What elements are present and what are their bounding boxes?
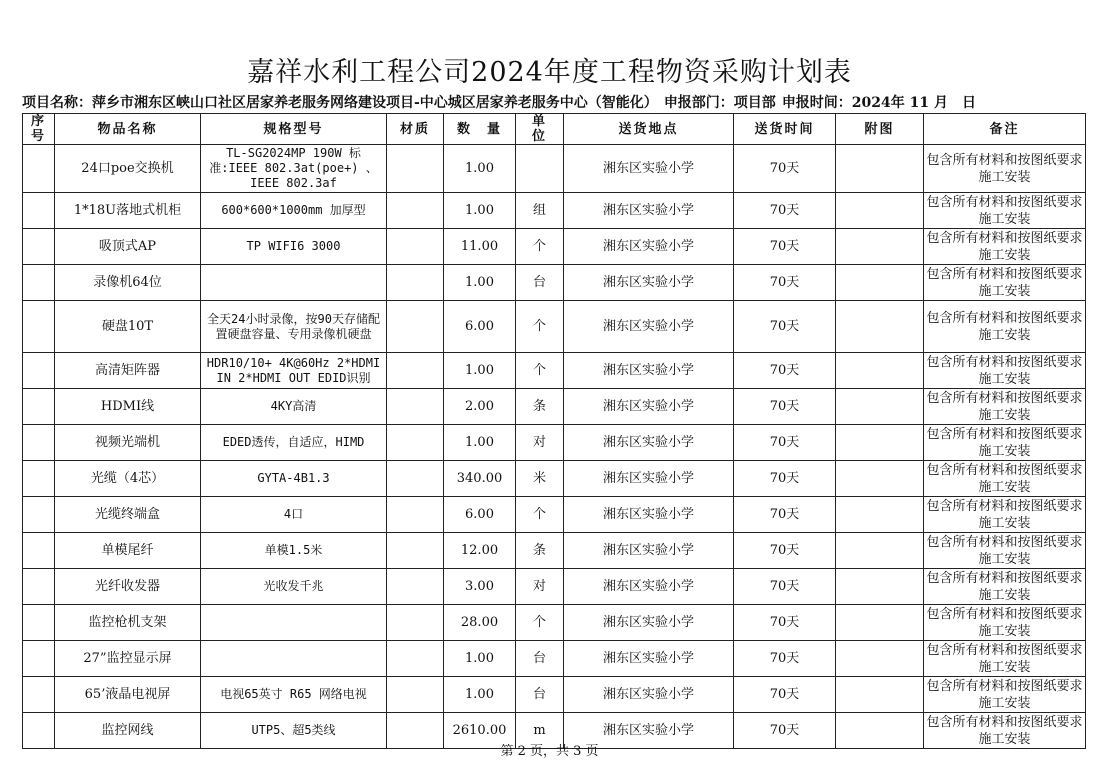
cell-name: 视频光端机 (55, 425, 201, 461)
cell-pic (836, 145, 924, 193)
cell-material (387, 605, 444, 641)
cell-material (387, 677, 444, 713)
cell-note: 包含所有材料和按图纸要求施工安装 (924, 265, 1086, 301)
procurement-table (22, 113, 1086, 749)
table-row (23, 229, 1086, 265)
cell-time: 70天 (734, 265, 836, 301)
cell-place: 湘东区实验小学 (564, 677, 734, 713)
cell-place: 湘东区实验小学 (564, 533, 734, 569)
cell-unit: 组 (516, 193, 564, 229)
cell-material (387, 641, 444, 677)
cell-no (23, 229, 55, 265)
cell-no (23, 533, 55, 569)
cell-spec: EDED透传，自适应，HIMD (201, 425, 387, 461)
report-time: 申报时间：2024年 11 月 日 (781, 95, 977, 111)
col-header-time: 送货时间 (734, 114, 836, 145)
cell-time: 70天 (734, 229, 836, 265)
cell-time: 70天 (734, 301, 836, 353)
cell-time: 70天 (734, 641, 836, 677)
cell-material (387, 569, 444, 605)
cell-material (387, 301, 444, 353)
table-row (23, 193, 1086, 229)
cell-note: 包含所有材料和按图纸要求施工安装 (924, 533, 1086, 569)
cell-name: 吸顶式AP (55, 229, 201, 265)
cell-qty: 1.00 (444, 265, 516, 301)
cell-name: 1*18U落地式机柜 (55, 193, 201, 229)
cell-qty: 6.00 (444, 301, 516, 353)
cell-time: 70天 (734, 461, 836, 497)
cell-place: 湘东区实验小学 (564, 569, 734, 605)
table-row (23, 677, 1086, 713)
cell-qty: 340.00 (444, 461, 516, 497)
report-dept: 申报部门：项目部 (663, 95, 776, 111)
cell-no (23, 569, 55, 605)
cell-no (23, 497, 55, 533)
table-row (23, 497, 1086, 533)
cell-note: 包含所有材料和按图纸要求施工安装 (924, 497, 1086, 533)
cell-spec: 全天24小时录像，按90天存储配置硬盘容量、专用录像机硬盘 (201, 301, 387, 353)
col-header-qty: 数 量 (444, 114, 516, 145)
table-row (23, 265, 1086, 301)
cell-qty: 3.00 (444, 569, 516, 605)
cell-unit: 条 (516, 533, 564, 569)
cell-place: 湘东区实验小学 (564, 353, 734, 389)
cell-pic (836, 389, 924, 425)
col-header-pic: 附图 (836, 114, 924, 145)
cell-time: 70天 (734, 713, 836, 749)
cell-place: 湘东区实验小学 (564, 145, 734, 193)
cell-name: 录像机64位 (55, 265, 201, 301)
cell-time: 70天 (734, 389, 836, 425)
cell-note: 包含所有材料和按图纸要求施工安装 (924, 641, 1086, 677)
cell-no (23, 265, 55, 301)
cell-pic (836, 265, 924, 301)
col-header-material: 材质 (387, 114, 444, 145)
cell-material (387, 533, 444, 569)
cell-material (387, 265, 444, 301)
cell-unit: 个 (516, 497, 564, 533)
cell-spec: UTP5、超5类线 (201, 713, 387, 749)
cell-pic (836, 497, 924, 533)
cell-unit: 台 (516, 265, 564, 301)
cell-no (23, 301, 55, 353)
cell-place: 湘东区实验小学 (564, 605, 734, 641)
cell-material (387, 461, 444, 497)
cell-pic (836, 425, 924, 461)
cell-note: 包含所有材料和按图纸要求施工安装 (924, 461, 1086, 497)
cell-note: 包含所有材料和按图纸要求施工安装 (924, 425, 1086, 461)
cell-note: 包含所有材料和按图纸要求施工安装 (924, 193, 1086, 229)
cell-note: 包含所有材料和按图纸要求施工安装 (924, 677, 1086, 713)
col-header-no: 序号 (23, 114, 55, 145)
cell-no (23, 461, 55, 497)
cell-time: 70天 (734, 425, 836, 461)
cell-unit (516, 145, 564, 193)
cell-name: 光缆（4芯） (55, 461, 201, 497)
cell-material (387, 193, 444, 229)
cell-qty: 1.00 (444, 677, 516, 713)
cell-name: 27”监控显示屏 (55, 641, 201, 677)
cell-spec: 4KY高清 (201, 389, 387, 425)
cell-qty: 1.00 (444, 193, 516, 229)
cell-time: 70天 (734, 193, 836, 229)
cell-time: 70天 (734, 353, 836, 389)
cell-note: 包含所有材料和按图纸要求施工安装 (924, 569, 1086, 605)
cell-qty: 11.00 (444, 229, 516, 265)
cell-name: 监控枪机支架 (55, 605, 201, 641)
cell-qty: 1.00 (444, 641, 516, 677)
cell-name: 高清矩阵器 (55, 353, 201, 389)
cell-name: 24口poe交换机 (55, 145, 201, 193)
cell-time: 70天 (734, 677, 836, 713)
cell-unit: 台 (516, 641, 564, 677)
cell-unit: 台 (516, 677, 564, 713)
cell-place: 湘东区实验小学 (564, 713, 734, 749)
cell-no (23, 641, 55, 677)
cell-place: 湘东区实验小学 (564, 229, 734, 265)
cell-unit: m (516, 713, 564, 749)
cell-spec: 单模1.5米 (201, 533, 387, 569)
table-row (23, 569, 1086, 605)
cell-note: 包含所有材料和按图纸要求施工安装 (924, 389, 1086, 425)
col-header-spec: 规格型号 (201, 114, 387, 145)
table-row (23, 641, 1086, 677)
cell-no (23, 677, 55, 713)
cell-note: 包含所有材料和按图纸要求施工安装 (924, 713, 1086, 749)
page-footer: 第 2 页，共 3 页 (500, 744, 599, 759)
cell-pic (836, 353, 924, 389)
cell-place: 湘东区实验小学 (564, 301, 734, 353)
cell-unit: 个 (516, 301, 564, 353)
cell-spec: TP WIFI6 3000 (201, 229, 387, 265)
cell-name: 光缆终端盒 (55, 497, 201, 533)
cell-pic (836, 605, 924, 641)
cell-place: 湘东区实验小学 (564, 265, 734, 301)
cell-place: 湘东区实验小学 (564, 641, 734, 677)
cell-unit: 对 (516, 569, 564, 605)
table-row (23, 301, 1086, 353)
cell-time: 70天 (734, 533, 836, 569)
cell-material (387, 497, 444, 533)
cell-pic (836, 193, 924, 229)
cell-pic (836, 301, 924, 353)
cell-note: 包含所有材料和按图纸要求施工安装 (924, 145, 1086, 193)
cell-name: 硬盘10T (55, 301, 201, 353)
cell-pic (836, 569, 924, 605)
cell-qty: 6.00 (444, 497, 516, 533)
cell-name: 65’液晶电视屏 (55, 677, 201, 713)
table-row (23, 353, 1086, 389)
table-row (23, 425, 1086, 461)
cell-spec: HDR10/10+ 4K@60Hz 2*HDMI IN 2*HDMI OUT EDID识别 (201, 353, 387, 389)
cell-qty: 1.00 (444, 145, 516, 193)
cell-material (387, 353, 444, 389)
cell-spec: 4口 (201, 497, 387, 533)
cell-spec: 电视65英寸 R65 网络电视 (201, 677, 387, 713)
cell-pic (836, 229, 924, 265)
cell-name: 单模尾纤 (55, 533, 201, 569)
table-row (23, 605, 1086, 641)
cell-place: 湘东区实验小学 (564, 425, 734, 461)
cell-spec (201, 605, 387, 641)
cell-no (23, 425, 55, 461)
cell-note: 包含所有材料和按图纸要求施工安装 (924, 353, 1086, 389)
cell-unit: 个 (516, 605, 564, 641)
cell-note: 包含所有材料和按图纸要求施工安装 (924, 301, 1086, 353)
col-header-place: 送货地点 (564, 114, 734, 145)
cell-no (23, 193, 55, 229)
cell-place: 湘东区实验小学 (564, 193, 734, 229)
cell-time: 70天 (734, 569, 836, 605)
cell-no (23, 389, 55, 425)
cell-no (23, 353, 55, 389)
cell-place: 湘东区实验小学 (564, 497, 734, 533)
cell-spec (201, 265, 387, 301)
cell-name: 光纤收发器 (55, 569, 201, 605)
cell-qty: 1.00 (444, 353, 516, 389)
cell-note: 包含所有材料和按图纸要求施工安装 (924, 229, 1086, 265)
cell-unit: 个 (516, 353, 564, 389)
col-header-unit: 单 位 (516, 114, 564, 145)
cell-name: 监控网线 (55, 713, 201, 749)
table-header-row (23, 114, 1086, 145)
cell-spec: GYTA-4B1.3 (201, 461, 387, 497)
table-row (23, 145, 1086, 193)
table-row (23, 533, 1086, 569)
cell-place: 湘东区实验小学 (564, 461, 734, 497)
cell-pic (836, 641, 924, 677)
cell-no (23, 605, 55, 641)
cell-place: 湘东区实验小学 (564, 389, 734, 425)
table-row (23, 389, 1086, 425)
project-name: 项目名称：萍乡市湘东区峡山口社区居家养老服务网络建设项目-中心城区居家养老服务中心（智能化） (22, 95, 658, 111)
document-title: 嘉祥水利工程公司2024年度工程物资采购计划表 (247, 57, 852, 88)
cell-unit: 条 (516, 389, 564, 425)
cell-spec: 600*600*1000mm 加厚型 (201, 193, 387, 229)
col-header-name: 物品名称 (55, 114, 201, 145)
cell-qty: 12.00 (444, 533, 516, 569)
cell-unit: 米 (516, 461, 564, 497)
cell-unit: 对 (516, 425, 564, 461)
cell-qty: 28.00 (444, 605, 516, 641)
cell-pic (836, 677, 924, 713)
cell-material (387, 389, 444, 425)
cell-material (387, 229, 444, 265)
cell-time: 70天 (734, 497, 836, 533)
table-row (23, 461, 1086, 497)
cell-unit: 个 (516, 229, 564, 265)
cell-pic (836, 533, 924, 569)
cell-name: HDMI线 (55, 389, 201, 425)
cell-spec: 光收发千兆 (201, 569, 387, 605)
cell-time: 70天 (734, 145, 836, 193)
cell-material (387, 425, 444, 461)
cell-qty: 2610.00 (444, 713, 516, 749)
cell-note: 包含所有材料和按图纸要求施工安装 (924, 605, 1086, 641)
cell-time: 70天 (734, 605, 836, 641)
cell-qty: 2.00 (444, 389, 516, 425)
cell-spec (201, 641, 387, 677)
cell-pic (836, 461, 924, 497)
project-meta (22, 92, 1092, 112)
cell-material (387, 145, 444, 193)
col-header-note: 备注 (924, 114, 1086, 145)
cell-spec: TL-SG2024MP 190W 标准:IEEE 802.3at(poe+) 、IEEE 802.3af (201, 145, 387, 193)
cell-qty: 1.00 (444, 425, 516, 461)
cell-no (23, 145, 55, 193)
